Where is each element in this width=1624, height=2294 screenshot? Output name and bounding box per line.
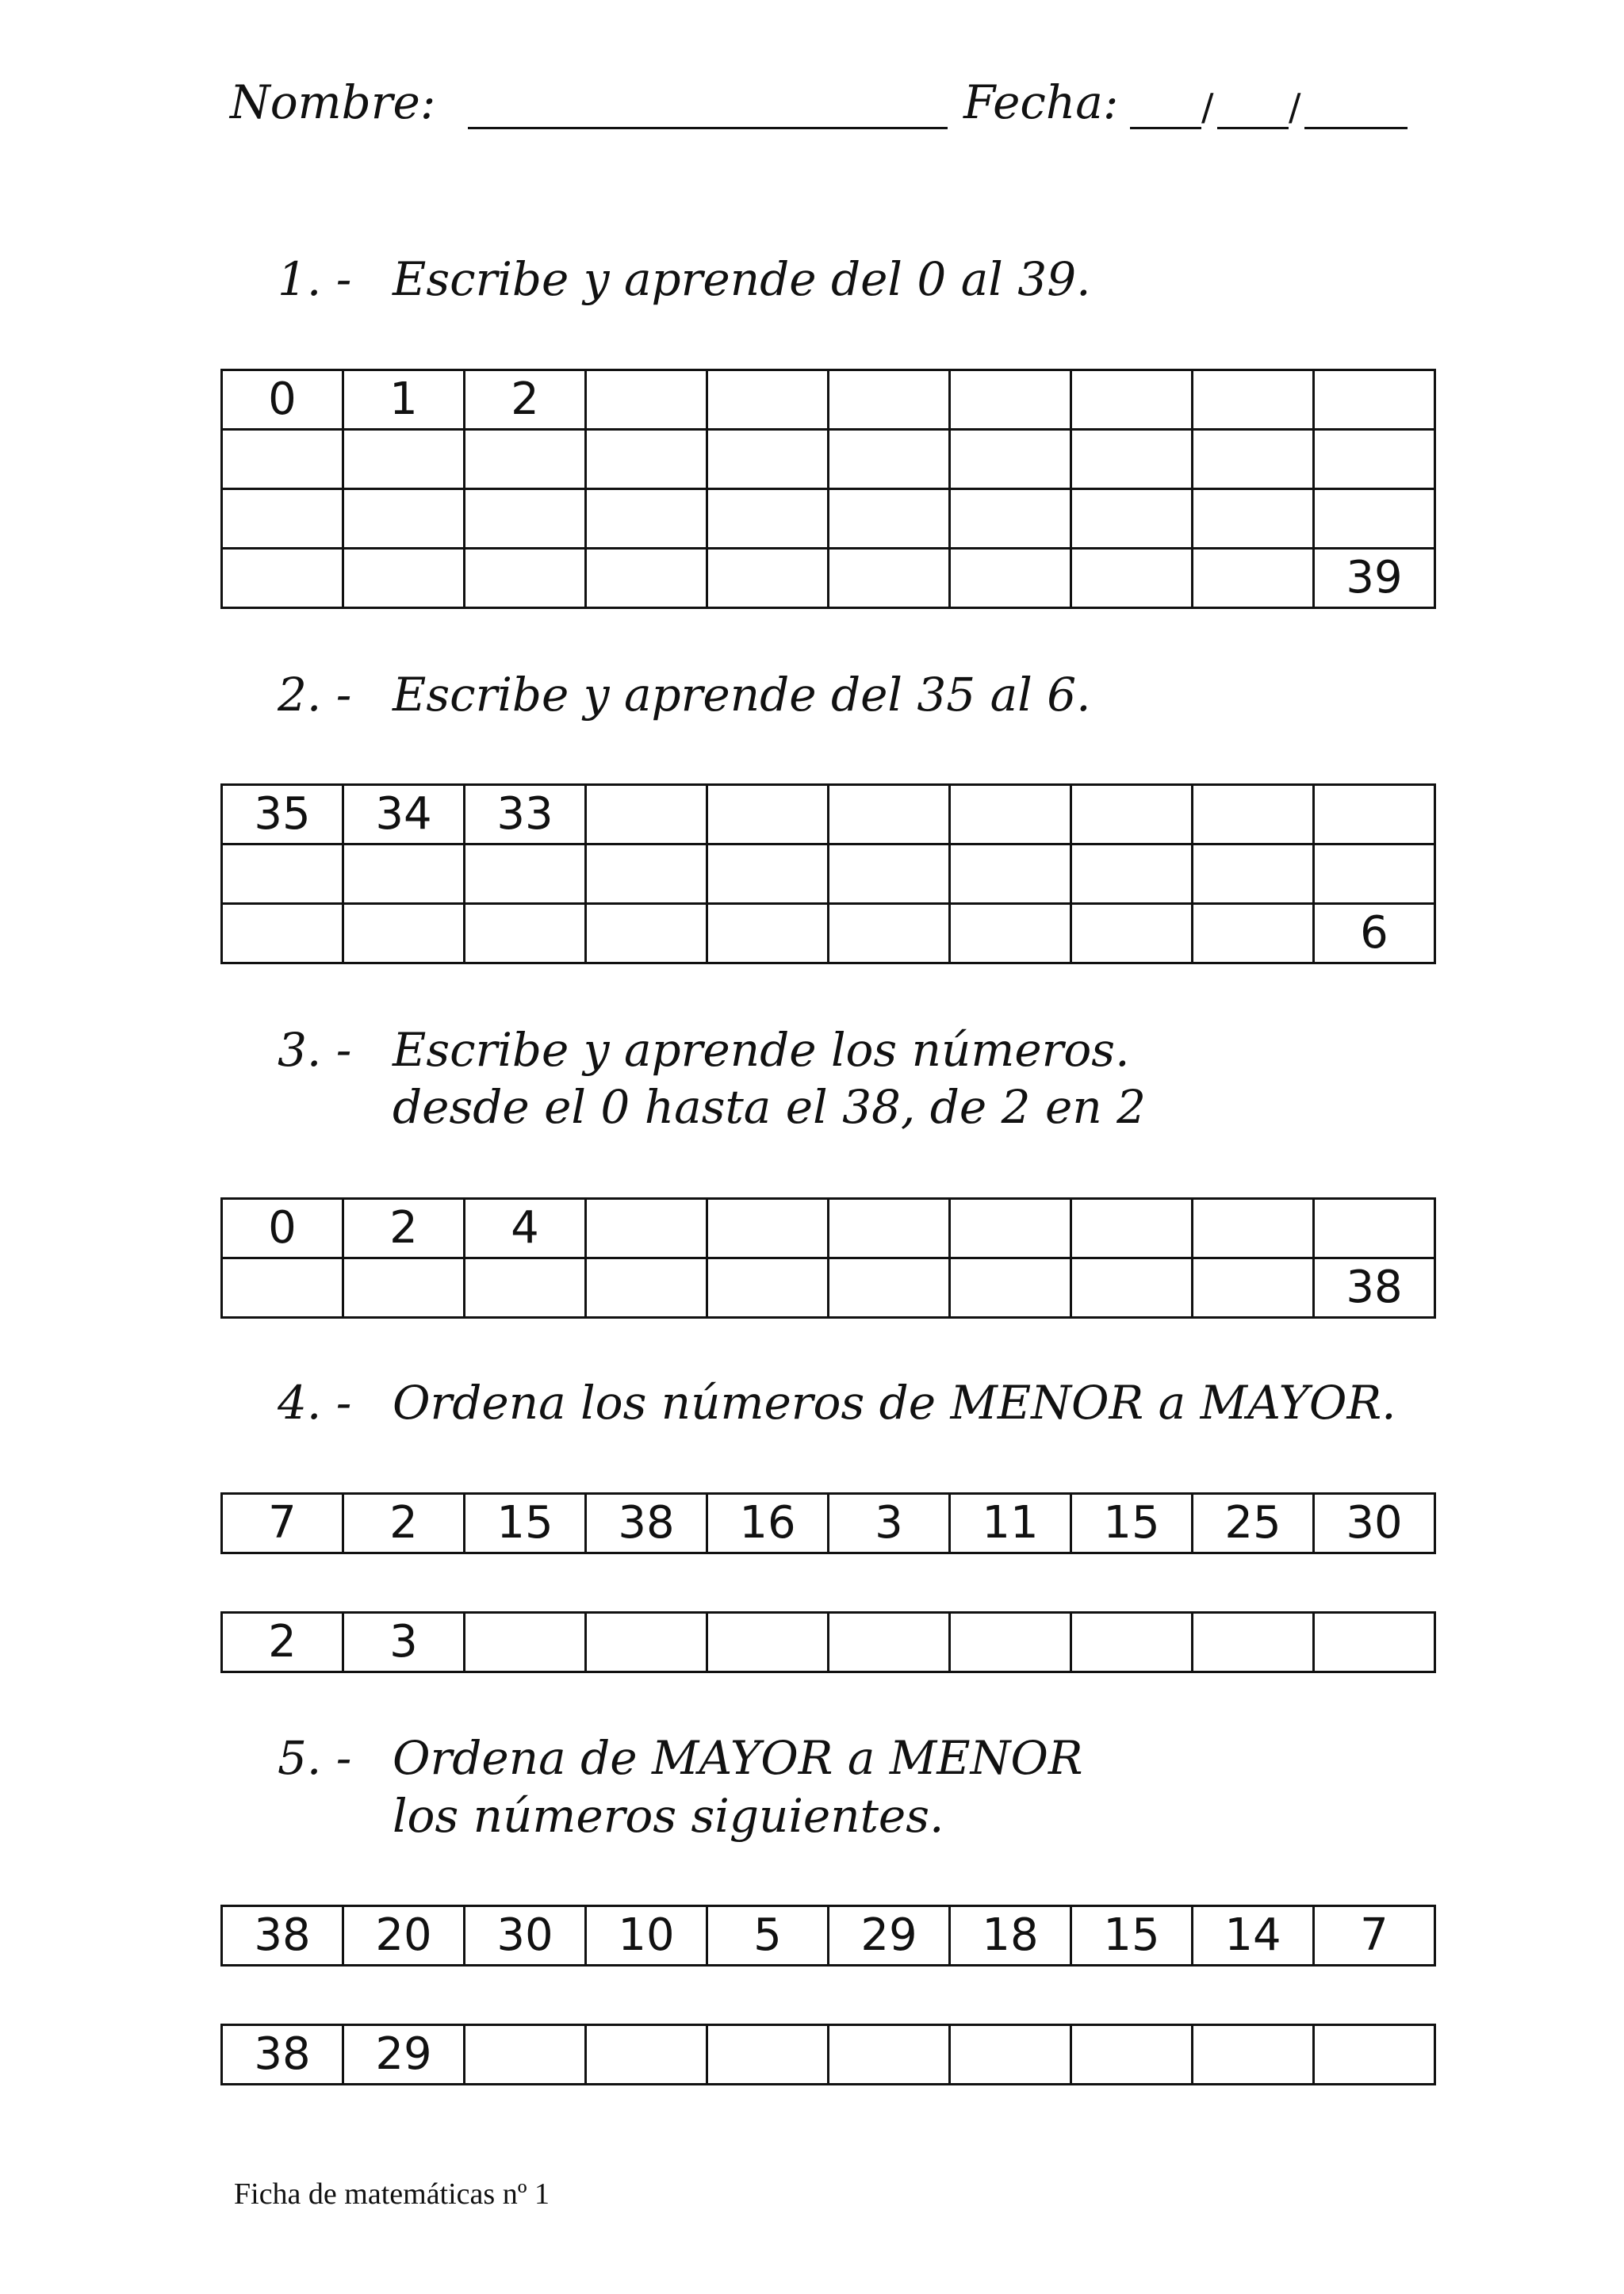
date-year-field[interactable] <box>1304 127 1408 129</box>
grid-cell-blank[interactable] <box>465 1258 586 1318</box>
grid-cell-number: 18 <box>950 1906 1071 1966</box>
grid-cell-number: 3 <box>829 1494 950 1553</box>
grid-cell-blank[interactable] <box>222 1258 343 1318</box>
grid-cell-number: 25 <box>1193 1494 1314 1553</box>
grid-cell-blank[interactable] <box>1314 370 1435 430</box>
grid-row <box>222 489 1435 549</box>
grid-cell-number: 7 <box>1314 1906 1435 1966</box>
grid-cell-blank[interactable] <box>950 1199 1071 1258</box>
grid-cell-blank[interactable] <box>1193 1613 1314 1672</box>
exercise-2-title: Escribe y aprende del 35 al 6. <box>393 668 1091 722</box>
grid-cell-blank[interactable] <box>222 489 343 549</box>
grid-row <box>222 1258 1435 1318</box>
grid-row <box>222 844 1435 904</box>
grid-cell-blank[interactable] <box>1071 2025 1193 2085</box>
exercise-3-title-line2: desde el 0 hasta el 38, de 2 en 2 <box>393 1080 1147 1134</box>
grid-cell-number: 2 <box>222 1613 343 1672</box>
grid-cell-blank[interactable] <box>1071 904 1193 963</box>
grid-cell-blank[interactable] <box>1314 785 1435 844</box>
grid-cell-blank[interactable] <box>950 904 1071 963</box>
grid-cell-blank[interactable] <box>1071 1613 1193 1672</box>
grid-row <box>222 1613 1435 1672</box>
grid-cell-number: 35 <box>222 785 343 844</box>
grid-row <box>222 904 1435 963</box>
grid-row <box>222 1494 1435 1553</box>
grid-cell-blank[interactable] <box>829 430 950 489</box>
grid-cell-blank[interactable] <box>829 370 950 430</box>
grid-cell-number: 15 <box>465 1494 586 1553</box>
date-day-field[interactable] <box>1130 127 1201 129</box>
grid-cell-blank[interactable] <box>707 549 829 608</box>
grid-row <box>222 1906 1435 1966</box>
grid-cell-number: 33 <box>465 785 586 844</box>
grid-cell-blank[interactable] <box>707 1199 829 1258</box>
grid-row <box>222 430 1435 489</box>
grid-cell-number: 15 <box>1071 1494 1193 1553</box>
grid-cell-blank[interactable] <box>1314 1613 1435 1672</box>
grid-cell-blank[interactable] <box>343 549 465 608</box>
grid-cell-blank[interactable] <box>1193 844 1314 904</box>
grid-cell-number: 29 <box>343 2025 465 2085</box>
grid-cell-blank[interactable] <box>1314 430 1435 489</box>
grid-cell-blank[interactable] <box>707 844 829 904</box>
grid-cell-blank[interactable] <box>1314 489 1435 549</box>
grid-cell-blank[interactable] <box>465 489 586 549</box>
grid-cell-number: 0 <box>222 370 343 430</box>
grid-cell-blank[interactable] <box>829 844 950 904</box>
grid-cell-number: 30 <box>465 1906 586 1966</box>
exercise-3-grid <box>220 1197 1436 1319</box>
exercise-5-title: Ordena de MAYOR a MENOR <box>393 1731 1083 1785</box>
exercise-1-grid <box>220 369 1436 609</box>
grid-cell-blank[interactable] <box>1071 430 1193 489</box>
grid-cell-blank[interactable] <box>465 904 586 963</box>
grid-cell-blank[interactable] <box>222 549 343 608</box>
grid-cell-blank[interactable] <box>1314 844 1435 904</box>
grid-cell-number: 10 <box>586 1906 707 1966</box>
grid-cell-number: 2 <box>343 1199 465 1258</box>
grid-row <box>222 549 1435 608</box>
exercise-2-number: 2. - <box>278 668 352 722</box>
grid-cell-blank[interactable] <box>829 1199 950 1258</box>
name-label: Nombre: <box>230 75 436 129</box>
grid-cell-number: 38 <box>222 2025 343 2085</box>
grid-cell-blank[interactable] <box>950 1613 1071 1672</box>
grid-cell-blank[interactable] <box>1193 2025 1314 2085</box>
grid-cell-number: 16 <box>707 1494 829 1553</box>
grid-cell-blank[interactable] <box>829 1613 950 1672</box>
grid-cell-blank[interactable] <box>343 489 465 549</box>
grid-row <box>222 785 1435 844</box>
grid-cell-blank[interactable] <box>343 844 465 904</box>
grid-cell-blank[interactable] <box>1193 904 1314 963</box>
grid-cell-blank[interactable] <box>829 904 950 963</box>
grid-cell-blank[interactable] <box>586 489 707 549</box>
grid-cell-blank[interactable] <box>950 844 1071 904</box>
grid-row <box>222 370 1435 430</box>
grid-cell-number: 11 <box>950 1494 1071 1553</box>
grid-cell-blank[interactable] <box>465 844 586 904</box>
grid-cell-blank[interactable] <box>707 1258 829 1318</box>
grid-cell-blank[interactable] <box>707 489 829 549</box>
grid-cell-blank[interactable] <box>1071 785 1193 844</box>
grid-cell-blank[interactable] <box>707 785 829 844</box>
grid-cell-number: 15 <box>1071 1906 1193 1966</box>
grid-cell-blank[interactable] <box>586 430 707 489</box>
date-month-field[interactable] <box>1217 127 1289 129</box>
grid-cell-blank[interactable] <box>707 1613 829 1672</box>
grid-cell-blank[interactable] <box>343 430 465 489</box>
grid-cell-number: 29 <box>829 1906 950 1966</box>
grid-cell-blank[interactable] <box>707 430 829 489</box>
grid-cell-blank[interactable] <box>1193 489 1314 549</box>
grid-row <box>222 1199 1435 1258</box>
grid-cell-blank[interactable] <box>222 904 343 963</box>
grid-cell-blank[interactable] <box>707 904 829 963</box>
grid-cell-number: 0 <box>222 1199 343 1258</box>
exercise-5-grid <box>220 1905 1436 1967</box>
grid-cell-blank[interactable] <box>586 785 707 844</box>
grid-cell-blank[interactable] <box>829 2025 950 2085</box>
exercise-5-title-line2: los números siguientes. <box>393 1789 944 1843</box>
grid-cell-blank[interactable] <box>1193 430 1314 489</box>
date-separator: / <box>1201 86 1214 128</box>
exercise-2-grid <box>220 783 1436 964</box>
grid-cell-number: 1 <box>343 370 465 430</box>
grid-cell-blank[interactable] <box>222 844 343 904</box>
grid-cell-number: 7 <box>222 1494 343 1553</box>
grid-cell-number: 20 <box>343 1906 465 1966</box>
grid-row <box>222 2025 1435 2085</box>
grid-cell-number: 2 <box>343 1494 465 1553</box>
exercise-4-grid <box>220 1492 1436 1554</box>
grid-cell-blank[interactable] <box>950 370 1071 430</box>
grid-cell-number: 2 <box>465 370 586 430</box>
grid-cell-blank[interactable] <box>1071 370 1193 430</box>
exercise-4-number: 4. - <box>278 1376 352 1430</box>
grid-cell-number: 30 <box>1314 1494 1435 1553</box>
grid-cell-number: 4 <box>465 1199 586 1258</box>
grid-cell-blank[interactable] <box>950 430 1071 489</box>
grid-cell-blank[interactable] <box>707 2025 829 2085</box>
exercise-4-answer-grid <box>220 1611 1436 1673</box>
grid-cell-blank[interactable] <box>950 489 1071 549</box>
footer-text: Ficha de matemáticas nº 1 <box>234 2177 550 2211</box>
grid-cell-blank[interactable] <box>586 2025 707 2085</box>
grid-cell-blank[interactable] <box>465 2025 586 2085</box>
grid-cell-blank[interactable] <box>1071 549 1193 608</box>
grid-cell-blank[interactable] <box>586 1258 707 1318</box>
grid-cell-number: 38 <box>222 1906 343 1966</box>
grid-cell-number: 14 <box>1193 1906 1314 1966</box>
grid-cell-number: 34 <box>343 785 465 844</box>
grid-cell-blank[interactable] <box>1193 1258 1314 1318</box>
grid-cell-blank[interactable] <box>586 370 707 430</box>
exercise-3-title: Escribe y aprende los números. <box>393 1023 1130 1077</box>
exercise-3-number: 3. - <box>278 1023 352 1077</box>
exercise-4-title: Ordena los números de MENOR a MAYOR. <box>393 1376 1396 1430</box>
grid-cell-blank[interactable] <box>829 1258 950 1318</box>
grid-cell-blank[interactable] <box>1193 370 1314 430</box>
grid-cell-blank[interactable] <box>950 1258 1071 1318</box>
grid-cell-blank[interactable] <box>707 370 829 430</box>
grid-cell-blank[interactable] <box>950 2025 1071 2085</box>
grid-cell-number: 5 <box>707 1906 829 1966</box>
grid-cell-blank[interactable] <box>586 1199 707 1258</box>
grid-cell-blank[interactable] <box>222 430 343 489</box>
grid-cell-blank[interactable] <box>1071 1258 1193 1318</box>
date-separator: / <box>1289 86 1301 128</box>
grid-cell-blank[interactable] <box>343 1258 465 1318</box>
grid-cell-number: 3 <box>343 1613 465 1672</box>
grid-cell-blank[interactable] <box>586 549 707 608</box>
grid-cell-blank[interactable] <box>586 1613 707 1672</box>
grid-cell-number: 39 <box>1314 549 1435 608</box>
grid-cell-blank[interactable] <box>465 1613 586 1672</box>
grid-cell-blank[interactable] <box>1314 2025 1435 2085</box>
grid-cell-blank[interactable] <box>829 489 950 549</box>
grid-cell-blank[interactable] <box>1193 1199 1314 1258</box>
grid-cell-blank[interactable] <box>1071 489 1193 549</box>
name-field[interactable] <box>468 127 948 129</box>
exercise-1-title: Escribe y aprende del 0 al 39. <box>393 252 1091 306</box>
grid-cell-number: 38 <box>586 1494 707 1553</box>
grid-cell-blank[interactable] <box>829 549 950 608</box>
grid-cell-blank[interactable] <box>829 785 950 844</box>
grid-cell-blank[interactable] <box>1193 549 1314 608</box>
grid-cell-blank[interactable] <box>1193 785 1314 844</box>
grid-cell-blank[interactable] <box>1071 1199 1193 1258</box>
grid-cell-blank[interactable] <box>1314 1199 1435 1258</box>
grid-cell-blank[interactable] <box>1071 844 1193 904</box>
grid-cell-number: 6 <box>1314 904 1435 963</box>
exercise-5-answer-grid <box>220 2024 1436 2085</box>
grid-cell-blank[interactable] <box>586 904 707 963</box>
exercise-1-number: 1. - <box>278 252 352 306</box>
grid-cell-blank[interactable] <box>950 785 1071 844</box>
grid-cell-blank[interactable] <box>343 904 465 963</box>
grid-cell-blank[interactable] <box>465 549 586 608</box>
grid-cell-blank[interactable] <box>950 549 1071 608</box>
grid-cell-blank[interactable] <box>465 430 586 489</box>
date-label: Fecha: <box>963 75 1119 129</box>
grid-cell-number: 38 <box>1314 1258 1435 1318</box>
exercise-5-number: 5. - <box>278 1731 352 1785</box>
grid-cell-blank[interactable] <box>586 844 707 904</box>
